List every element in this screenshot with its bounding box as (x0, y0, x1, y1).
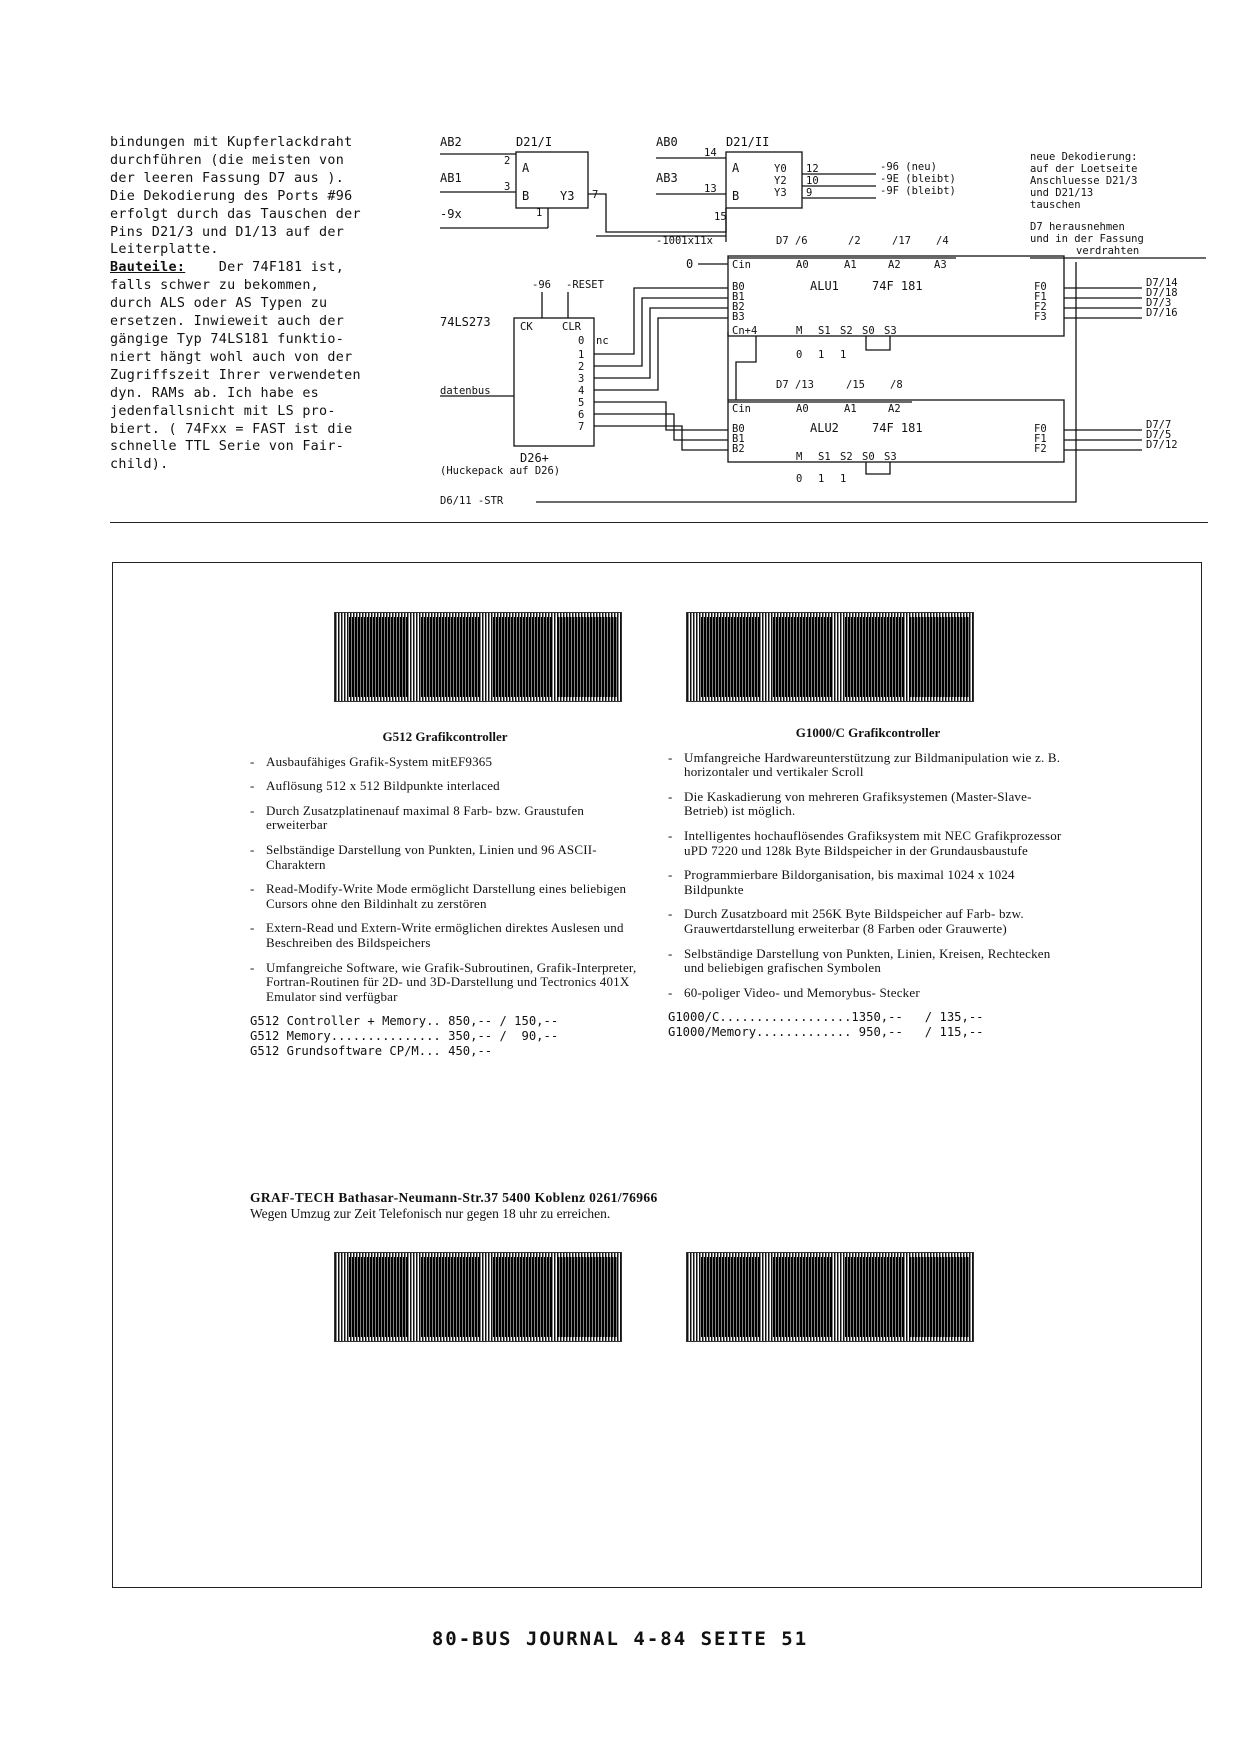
wire (866, 336, 890, 350)
pin: 1 (840, 473, 847, 485)
pin: 3 (578, 373, 585, 385)
output-9f: -9F (bleibt) (880, 185, 956, 197)
label-ab0: AB0 (656, 135, 678, 149)
label-d713: D7 /13 (776, 379, 814, 391)
note: auf der Loetseite (1030, 163, 1138, 175)
list-item: - Selbständige Darstellung von Punkten, Linien und 96 ASCII-Charaktern (250, 843, 640, 872)
g1000-feature-list (668, 751, 1068, 1001)
pin: A0 (796, 403, 809, 415)
pin: F0 (1034, 423, 1047, 435)
pin: 2 (504, 155, 511, 167)
pin: CLR (562, 321, 581, 333)
pin: B2 (732, 301, 745, 313)
g1000-title: G1000/C Grafikcontroller (795, 725, 941, 740)
g1000-column (668, 726, 1068, 1040)
intro-line: Pins D21/3 und D1/13 auf der (110, 224, 345, 240)
pin: A2 (888, 259, 901, 271)
note: verdrahten (1076, 245, 1140, 257)
list-item: - Read-Modify-Write Mode ermöglicht Darstellung eines beliebigen Cursors ohne den Bildinhalt zu zerstören (250, 882, 640, 911)
price-line: G1000/C..................1350,-- / 135,-- (668, 1010, 984, 1025)
pin: 1 (578, 349, 585, 361)
pin: 1 (840, 349, 847, 361)
pin: S0 (862, 325, 875, 337)
pin: 0 (578, 335, 585, 347)
list-item: - Die Kaskadierung von mehreren Grafiksystemen (Master-Slave-Betrieb) ist möglich. (668, 790, 1068, 819)
pin: B3 (732, 311, 745, 323)
label-datenbus: datenbus (440, 385, 491, 397)
intro-line: biert. ( 74Fxx = FAST ist die (110, 421, 353, 437)
note: D7 herausnehmen (1030, 221, 1125, 233)
intro-line: schnelle TTL Serie von Fair- (110, 439, 345, 455)
note: Anschluesse D21/3 (1030, 175, 1138, 187)
intro-line: ersetzen. Inwieweit auch der (110, 314, 345, 330)
label-zero: 0 (686, 257, 694, 271)
alu1-type: 74F 181 (872, 279, 923, 293)
label-ab3: AB3 (656, 171, 678, 185)
intro-line: durch ALS oder AS Typen zu (110, 296, 328, 312)
contact-note: Wegen Umzug zur Zeit Telefonisch nur gegen 18 uhr zu erreichen. (250, 1206, 611, 1221)
list-item: - 60-poliger Video- und Memorybus- Stecker (668, 986, 1068, 1001)
label-d21i: D21/I (516, 135, 553, 149)
pin: M (796, 325, 803, 337)
output-96: -96 (neu) (880, 161, 937, 173)
pin: Y0 (774, 163, 787, 175)
label-addr: -1001x11x (656, 235, 713, 247)
output-9e: -9E (bleibt) (880, 173, 956, 185)
intro-line: Die Dekodierung des Ports #96 (110, 188, 353, 204)
intro-line: durchführen (die meisten von (110, 152, 345, 168)
contact-address: GRAF-TECH Bathasar-Neumann-Str.37 5400 Koblenz 0261/76966 (250, 1190, 658, 1205)
intro-line: Zugriffszeit Ihrer verwendeten (110, 367, 361, 383)
intro-line: jedenfallsnicht mit LS pro- (110, 403, 336, 419)
page-footer: 80-BUS JOURNAL 4-84 SEITE 51 (431, 1628, 809, 1650)
pin: 12 (806, 163, 819, 175)
price-line: G512 Grundsoftware CP/M... 450,-- (250, 1044, 493, 1059)
pin: 9 (806, 187, 813, 199)
g512-feature-list (250, 755, 640, 1005)
pin: B1 (732, 433, 745, 445)
section-divider (110, 522, 1208, 523)
advertisement-box (112, 562, 1202, 1588)
pin: B0 (732, 423, 745, 435)
output: D7/14 (1146, 277, 1178, 289)
pin: A0 (796, 259, 809, 271)
pin: 10 (806, 175, 819, 187)
pin: B (732, 189, 740, 203)
note: tauschen (1030, 199, 1081, 211)
wire (594, 414, 728, 440)
intro-line: gängige Typ 74LS181 funktio- (110, 331, 345, 347)
pin: M (796, 451, 803, 463)
pin: 14 (704, 147, 717, 159)
label-str: D6/11 -STR (440, 495, 504, 507)
list-item: - Selbständige Darstellung von Punkten, Linien, Kreisen, Rechtecken und beliebigen grafischen Symbolen (668, 947, 1068, 976)
intro-line: Leiterplatte. (110, 242, 219, 258)
pin: F0 (1034, 281, 1047, 293)
pin: 1 (818, 349, 825, 361)
pin: A2 (888, 403, 901, 415)
intro-line: bindungen mit Kupferlackdraht (110, 135, 353, 150)
label-ab2: AB2 (440, 135, 462, 149)
pin: 1 (536, 207, 543, 219)
banner-logo-tech-bottom (686, 1252, 974, 1342)
pin: nc (596, 335, 609, 347)
price-line: G1000/Memory............. 950,-- / 115,-- (668, 1025, 984, 1040)
banner-logo-tech (686, 612, 974, 702)
list-item: - Umfangreiche Software, wie Grafik-Subroutinen, Grafik-Interpreter, Fortran-Routinen für 2D- und 3D-Darstellung und Tectronics 401X Emulator sind verfügbar (250, 961, 640, 1005)
intro-line: Der 74F181 ist, (218, 260, 345, 276)
output: D7/16 (1146, 307, 1178, 319)
intro-text (110, 134, 428, 474)
note: und D21/13 (1030, 187, 1094, 199)
pin: 4 (578, 385, 585, 397)
pin: S1 (818, 451, 831, 463)
label-s2: /2 (848, 235, 861, 247)
pin: F2 (1034, 301, 1047, 313)
pin: B2 (732, 443, 745, 455)
alu2-type: 74F 181 (872, 421, 923, 435)
pin: 13 (704, 183, 717, 195)
list-item: - Durch Zusatzboard mit 256K Byte Bildspeicher auf Farb- bzw. Grauwertdarstellung erweiterbar (8 Farben oder Grauwerte) (668, 907, 1068, 936)
bauteile-heading: Bauteile: (110, 260, 186, 276)
label-74ls273: 74LS273 (440, 315, 491, 329)
pin: 3 (504, 181, 511, 193)
banner-logo-graf-bottom (334, 1252, 622, 1342)
list-item: - Programmierbare Bildorganisation, bis maximal 1024 x 1024 Bildpunkte (668, 868, 1068, 897)
label-d26: D26+ (520, 451, 549, 465)
pin: B0 (732, 281, 745, 293)
pin: B1 (732, 291, 745, 303)
label-9x: -9x (440, 207, 462, 221)
g512-column (250, 730, 640, 1059)
circuit-schematic (436, 132, 1208, 512)
price-line: G512 Controller + Memory.. 850,-- / 150,-- (250, 1014, 559, 1029)
carry-wire (736, 336, 756, 400)
output: D7/7 (1146, 419, 1172, 431)
list-item: - Umfangreiche Hardwareunterstützung zur Bildmanipulation wie z. B. horizontaler und vertikaler Scroll (668, 751, 1068, 780)
label-d21ii: D21/II (726, 135, 770, 149)
pin: S3 (884, 325, 897, 337)
alu2-label: ALU2 (810, 421, 839, 435)
pin: S3 (884, 451, 897, 463)
label-ab1: AB1 (440, 171, 462, 185)
list-item: - Auflösung 512 x 512 Bildpunkte interlaced (250, 779, 640, 794)
banner-logo-graf (334, 612, 622, 702)
label-s15: /15 (846, 379, 865, 391)
intro-line: erfolgt durch das Tauschen der (110, 206, 361, 222)
pin: S1 (818, 325, 831, 337)
intro-line-bauteile (110, 259, 428, 277)
pin: CK (520, 321, 533, 333)
pin: 7 (592, 189, 599, 201)
label-reset: -RESET (566, 279, 604, 291)
label-s17: /17 (892, 235, 911, 247)
note: neue Dekodierung: (1030, 151, 1138, 163)
pin: 15 (714, 211, 727, 223)
alu1-label: ALU1 (810, 279, 839, 293)
pin: A1 (844, 403, 857, 415)
label-s4: /4 (936, 235, 949, 247)
output: D7/18 (1146, 287, 1178, 299)
label-huckepack: (Huckepack auf D26) (440, 465, 561, 477)
intro-line: falls schwer zu bekommen, (110, 278, 320, 294)
pin: A3 (934, 259, 947, 271)
pin: 0 (796, 473, 803, 485)
intro-line: niert hängt wohl auch von der (110, 349, 353, 365)
pin: 2 (578, 361, 585, 373)
pin: A (732, 161, 740, 175)
price-line: G512 Memory............... 350,-- / 90,-- (250, 1029, 559, 1044)
pin: S2 (840, 325, 853, 337)
output: D7/12 (1146, 439, 1178, 451)
output: D7/5 (1146, 429, 1172, 441)
intro-line: der leeren Fassung D7 aus ). (110, 170, 345, 186)
list-item: - Ausbaufähiges Grafik-System mitEF9365 (250, 755, 640, 770)
pin: S0 (862, 451, 875, 463)
wire (866, 462, 890, 474)
note: und in der Fassung (1030, 233, 1144, 245)
label-d76: D7 /6 (776, 235, 808, 247)
contact-block (250, 1190, 658, 1222)
output: D7/3 (1146, 297, 1172, 309)
label-m96: -96 (532, 279, 551, 291)
intro-line: dyn. RAMs ab. Ich habe es (110, 385, 320, 401)
pin: Y3 (560, 189, 575, 203)
pin: Cin (732, 403, 751, 415)
pin: F3 (1034, 311, 1047, 323)
pin: A (522, 161, 530, 175)
pin: F1 (1034, 433, 1047, 445)
g512-title: G512 Grafikcontroller (382, 729, 508, 744)
wire (588, 194, 726, 232)
pin: Cin (732, 259, 751, 271)
pin: 7 (578, 421, 585, 433)
pin: F1 (1034, 291, 1047, 303)
pin: 0 (796, 349, 803, 361)
label-s8: /8 (890, 379, 903, 391)
intro-line: child). (110, 457, 169, 473)
pin: B (522, 189, 530, 203)
pin: Y3 (774, 187, 787, 199)
pin: Y2 (774, 175, 787, 187)
pin: 1 (818, 473, 825, 485)
pin: S2 (840, 451, 853, 463)
pin: 5 (578, 397, 585, 409)
list-item: - Durch Zusatzplatinenauf maximal 8 Farb- bzw. Graustufen erweiterbar (250, 804, 640, 833)
list-item: - Intelligentes hochauflösendes Grafiksystem mit NEC Grafikprozessor uPD 7220 und 128k Byte Bildspeicher in der Grundausbaustufe (668, 829, 1068, 858)
pin: Cn+4 (732, 325, 758, 337)
list-item: - Extern-Read und Extern-Write ermöglichen direktes Auslesen und Beschreiben des Bildspeichers (250, 921, 640, 950)
pin: 6 (578, 409, 585, 421)
pin: F2 (1034, 443, 1047, 455)
pin: A1 (844, 259, 857, 271)
